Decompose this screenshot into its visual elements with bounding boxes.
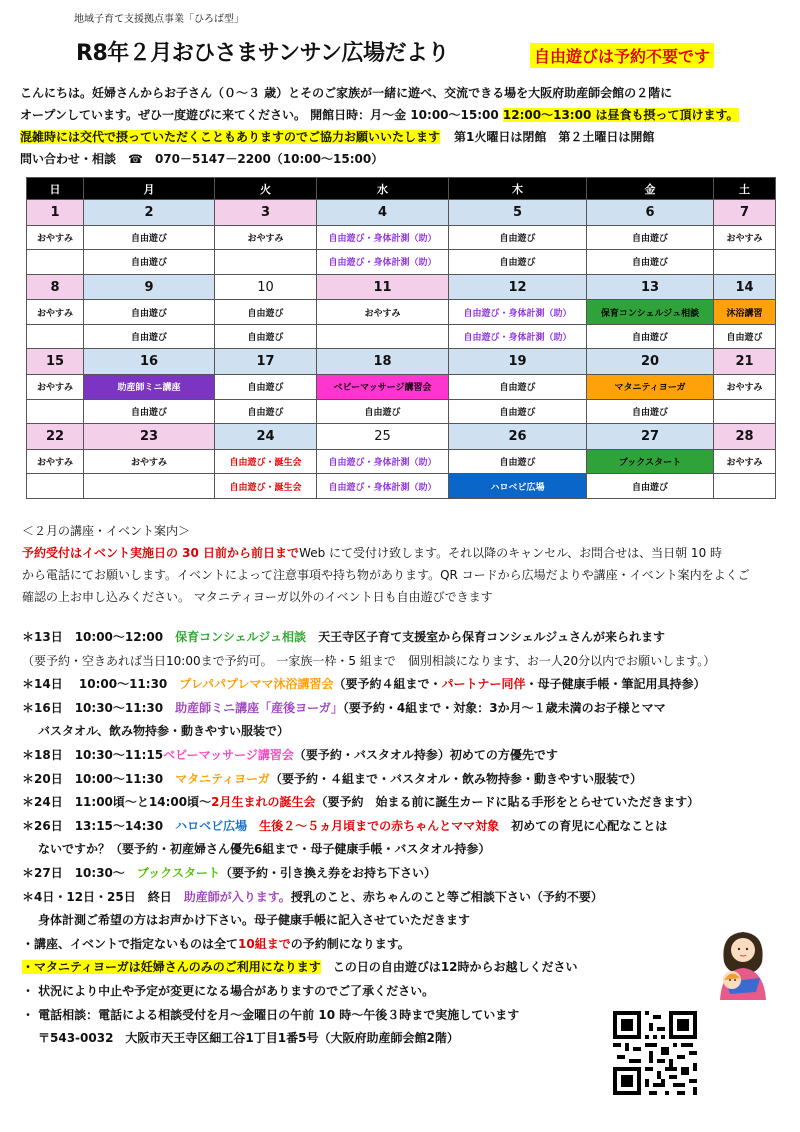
event-cell: おやすみ bbox=[714, 375, 776, 400]
weekday-header-row bbox=[27, 178, 776, 200]
note-item: ・ 電話相談：電話による相談受付を月～金曜日の午前 10 時～午後３時まで実施しています bbox=[22, 1007, 520, 1022]
date-cell: 3 bbox=[215, 200, 317, 226]
page-title: R8年２月おひさまサンサン広場だより bbox=[76, 41, 450, 66]
event-item: 身体計測ご希望の方はお声かけ下さい。母子健康手帳に記入させていただきます bbox=[38, 913, 471, 928]
event-cell: 自由遊び bbox=[84, 250, 215, 275]
date-cell: 6 bbox=[587, 200, 714, 226]
event-item: ないですか？（要予約・初産婦さん優先6組まで・母子健康手帳・バスタオル持参） bbox=[38, 842, 491, 857]
event-cell: 自由遊び bbox=[317, 399, 449, 424]
event-cell: 自由遊び bbox=[84, 324, 215, 349]
weekday-header: 木 bbox=[449, 178, 587, 200]
closure-note: 第1火曜日は閉館 第２土曜日は開館 bbox=[454, 130, 655, 144]
event-cell: 自由遊び・身体計測（助） bbox=[317, 474, 449, 499]
event-cell: 自由遊び・身体計測（助） bbox=[317, 250, 449, 275]
event-row bbox=[27, 449, 776, 474]
date-row bbox=[27, 349, 776, 375]
event-cell: 自由遊び bbox=[714, 324, 776, 349]
event-cell: ブックスタート bbox=[587, 449, 714, 474]
intro-line bbox=[20, 126, 790, 148]
event-cell: おやすみ bbox=[27, 300, 84, 325]
event-cell bbox=[27, 250, 84, 275]
event-item: バスタオル、飲み物持参・動きやすい服装で） bbox=[38, 724, 290, 739]
event-cell: 自由遊び bbox=[587, 250, 714, 275]
event-cell: おやすみ bbox=[27, 225, 84, 250]
no-reservation-badge: 自由遊びは予約不要です bbox=[530, 43, 714, 68]
mother-baby-illustration-icon bbox=[712, 922, 774, 1002]
event-item: ＊4日・12日・25日 終日 助産師が入ります。授乳のこと、赤ちゃんのこと等ご相談下さい（予約不要） bbox=[22, 889, 603, 904]
event-cell: 自由遊び・誕生会 bbox=[215, 449, 317, 474]
date-cell: 17 bbox=[215, 349, 317, 375]
event-cell: おやすみ bbox=[317, 300, 449, 325]
event-item: ＊14日 10:00～11:30 プレパパプレママ沐浴講習会（要予約４組まで・パートナー同伴・母子健康手帳・筆記用具持参） bbox=[22, 677, 706, 692]
weekday-header: 月 bbox=[84, 178, 215, 200]
date-cell: 26 bbox=[449, 424, 587, 450]
event-cell: おやすみ bbox=[714, 449, 776, 474]
date-cell: 24 bbox=[215, 424, 317, 450]
event-cell: 自由遊び bbox=[84, 399, 215, 424]
date-cell: 1 bbox=[27, 200, 84, 226]
address: 〒543-0032 大阪市天王寺区細工谷1丁目1番5号（大阪府助産師会館2階） bbox=[38, 1031, 459, 1046]
date-cell: 8 bbox=[27, 274, 84, 300]
event-cell: おやすみ bbox=[714, 225, 776, 250]
event-cell: 自由遊び bbox=[587, 225, 714, 250]
date-cell: 5 bbox=[449, 200, 587, 226]
event-cell bbox=[27, 324, 84, 349]
date-cell: 19 bbox=[449, 349, 587, 375]
event-cell: おやすみ bbox=[215, 225, 317, 250]
event-cell bbox=[714, 474, 776, 499]
intro-line: オープンしています。ぜひ一度遊びに来てください。 開館日時：月～金 10:00～15:00 12:00～13:00 は昼食も摂って頂けます。 bbox=[20, 108, 739, 122]
event-cell: 自由遊び bbox=[449, 449, 587, 474]
event-cell: 助産師ミニ講座 bbox=[84, 375, 215, 400]
date-cell: 20 bbox=[587, 349, 714, 375]
event-item: （要予約・空きあれば当日10:00まで予約可。 一家族一枠・5 組まで 個別相談になります、お一人20分以内でお願いします。） bbox=[22, 653, 716, 668]
reservation-line: 確認の上お申し込みください。 マタニティヨーガ以外のイベント日も自由遊びできます bbox=[22, 590, 493, 604]
event-cell: 自由遊び bbox=[587, 399, 714, 424]
date-cell: 12 bbox=[449, 274, 587, 300]
event-row bbox=[27, 474, 776, 499]
calendar-table bbox=[26, 177, 776, 499]
qr-code-icon bbox=[613, 1011, 697, 1095]
date-cell: 27 bbox=[587, 424, 714, 450]
weekday-header: 水 bbox=[317, 178, 449, 200]
event-row bbox=[27, 225, 776, 250]
event-cell: おやすみ bbox=[27, 449, 84, 474]
note-item: ・講座、イベントで指定ないものは全て10組までの予約制になります。 bbox=[22, 936, 410, 951]
event-cell: 自由遊び・身体計測（助） bbox=[317, 225, 449, 250]
intro-line: こんにちは。妊婦さんからお子さん（０～３ 歳）とそのご家族が一緒に遊べ、交流できる場を大阪府助産師会館の２階に bbox=[20, 86, 673, 100]
event-cell bbox=[215, 250, 317, 275]
event-cell: 自由遊び・身体計測（助） bbox=[449, 324, 587, 349]
contact-line: 問い合わせ・相談 ☎ 070－5147－2200（10:00～15:00） bbox=[20, 152, 384, 166]
event-cell bbox=[317, 324, 449, 349]
date-cell: 15 bbox=[27, 349, 84, 375]
event-cell bbox=[84, 474, 215, 499]
event-cell: 自由遊び・身体計測（助） bbox=[449, 300, 587, 325]
event-item: ＊20日 10:00～11:30 マタニティヨーガ（要予約・４組まで・バスタオル・飲み物持参・動きやすい服装で） bbox=[22, 771, 642, 786]
reservation-line: 予約受付はイベント実施日の 30 日前から前日までWeb にて受付け致します。それ以降のキャンセル、お問合せは、当日朝 10 時 bbox=[22, 546, 723, 560]
date-row bbox=[27, 424, 776, 450]
reservation-line: から電話にてお願いします。イベントによって注意事項や持ち物があります。QR コードから広場だよりや講座・イベント案内をよくご bbox=[22, 568, 750, 582]
date-cell: 11 bbox=[317, 274, 449, 300]
event-row bbox=[27, 300, 776, 325]
event-cell: 自由遊び bbox=[587, 474, 714, 499]
date-cell: 9 bbox=[84, 274, 215, 300]
event-cell: マタニティヨーガ bbox=[587, 375, 714, 400]
date-cell: 18 bbox=[317, 349, 449, 375]
event-cell: ベビーマッサージ講習会 bbox=[317, 375, 449, 400]
date-cell: 23 bbox=[84, 424, 215, 450]
lunch-note: 12:00～13:00 は昼食も摂って頂けます。 bbox=[502, 108, 739, 122]
event-cell: 自由遊び bbox=[215, 300, 317, 325]
date-cell: 21 bbox=[714, 349, 776, 375]
event-cell: ハロベビ広場 bbox=[449, 474, 587, 499]
event-row bbox=[27, 375, 776, 400]
event-cell bbox=[714, 399, 776, 424]
weekday-header: 金 bbox=[587, 178, 714, 200]
date-cell: 2 bbox=[84, 200, 215, 226]
event-cell: 自由遊び bbox=[84, 300, 215, 325]
date-cell: 10 bbox=[215, 274, 317, 300]
date-cell: 16 bbox=[84, 349, 215, 375]
event-cell bbox=[27, 399, 84, 424]
note-item: ・マタニティヨーガは妊婦さんのみのご利用になります この日の自由遊びは12時からお越しください bbox=[22, 960, 578, 975]
event-cell: 自由遊び bbox=[449, 225, 587, 250]
weekday-header: 土 bbox=[714, 178, 776, 200]
event-row bbox=[27, 250, 776, 275]
date-cell: 22 bbox=[27, 424, 84, 450]
event-row bbox=[27, 399, 776, 424]
note-item: ・ 状況により中止や予定が変更になる場合がありますのでご了承ください。 bbox=[22, 983, 435, 998]
event-cell: 自由遊び・身体計測（助） bbox=[317, 449, 449, 474]
weekday-header: 火 bbox=[215, 178, 317, 200]
event-cell: 自由遊び bbox=[215, 324, 317, 349]
crowd-note: 混雑時には交代で摂っていただくこともありますのでご協力お願いいたします bbox=[20, 130, 441, 144]
event-cell bbox=[27, 474, 84, 499]
event-cell: おやすみ bbox=[27, 375, 84, 400]
event-cell: 自由遊び bbox=[84, 225, 215, 250]
event-list bbox=[22, 626, 792, 1051]
event-cell bbox=[714, 250, 776, 275]
event-item: ＊27日 10:30～ ブックスタート（要予約・引き換え券をお持ち下さい） bbox=[22, 865, 436, 880]
event-cell: 保育コンシェルジュ相談 bbox=[587, 300, 714, 325]
event-cell: 自由遊び bbox=[587, 324, 714, 349]
event-cell: 自由遊び bbox=[215, 399, 317, 424]
date-row bbox=[27, 200, 776, 226]
event-item: ＊18日 10:30～11:15ベビーマッサージ講習会（要予約・バスタオル持参）初めての方優先です bbox=[22, 747, 558, 762]
event-cell: 自由遊び bbox=[449, 250, 587, 275]
event-item: ＊13日 10:00～12:00 保育コンシェルジュ相談 天王寺区子育て支援室から保育コンシェルジュさんが来られます bbox=[22, 630, 665, 644]
event-item: ＊16日 10:30～11:30 助産師ミニ講座「産後ヨーガ」（要予約・4組まで・対象：3か月～１歳未満のお子様とママ bbox=[22, 700, 666, 715]
weekday-header: 日 bbox=[27, 178, 84, 200]
date-cell: 25 bbox=[317, 424, 449, 450]
event-cell: 自由遊び・誕生会 bbox=[215, 474, 317, 499]
event-cell: 自由遊び bbox=[449, 399, 587, 424]
event-item: ＊24日 11:00頃～と14:00頃～2月生まれの誕生会（要予約 始まる前に誕生カードに貼る手形をとらせていただきます） bbox=[22, 795, 700, 810]
event-cell: 沐浴講習 bbox=[714, 300, 776, 325]
date-cell: 13 bbox=[587, 274, 714, 300]
program-note: 地域子育て支援拠点事業「ひろば型」 bbox=[74, 14, 244, 25]
events-heading: ＜２月の講座・イベント案内＞ bbox=[22, 524, 191, 538]
date-cell: 28 bbox=[714, 424, 776, 450]
date-row bbox=[27, 274, 776, 300]
reservation-info bbox=[22, 520, 792, 608]
date-cell: 14 bbox=[714, 274, 776, 300]
event-cell: おやすみ bbox=[84, 449, 215, 474]
event-item: ＊26日 13:15～14:30 ハロベビ広場 生後２～５ヵ月頃までの赤ちゃんとママ対象 初めての育児に心配なことは bbox=[22, 818, 668, 833]
event-cell: 自由遊び bbox=[449, 375, 587, 400]
event-cell: 自由遊び bbox=[215, 375, 317, 400]
intro-block bbox=[20, 82, 790, 170]
event-row bbox=[27, 324, 776, 349]
date-cell: 4 bbox=[317, 200, 449, 226]
date-cell: 7 bbox=[714, 200, 776, 226]
